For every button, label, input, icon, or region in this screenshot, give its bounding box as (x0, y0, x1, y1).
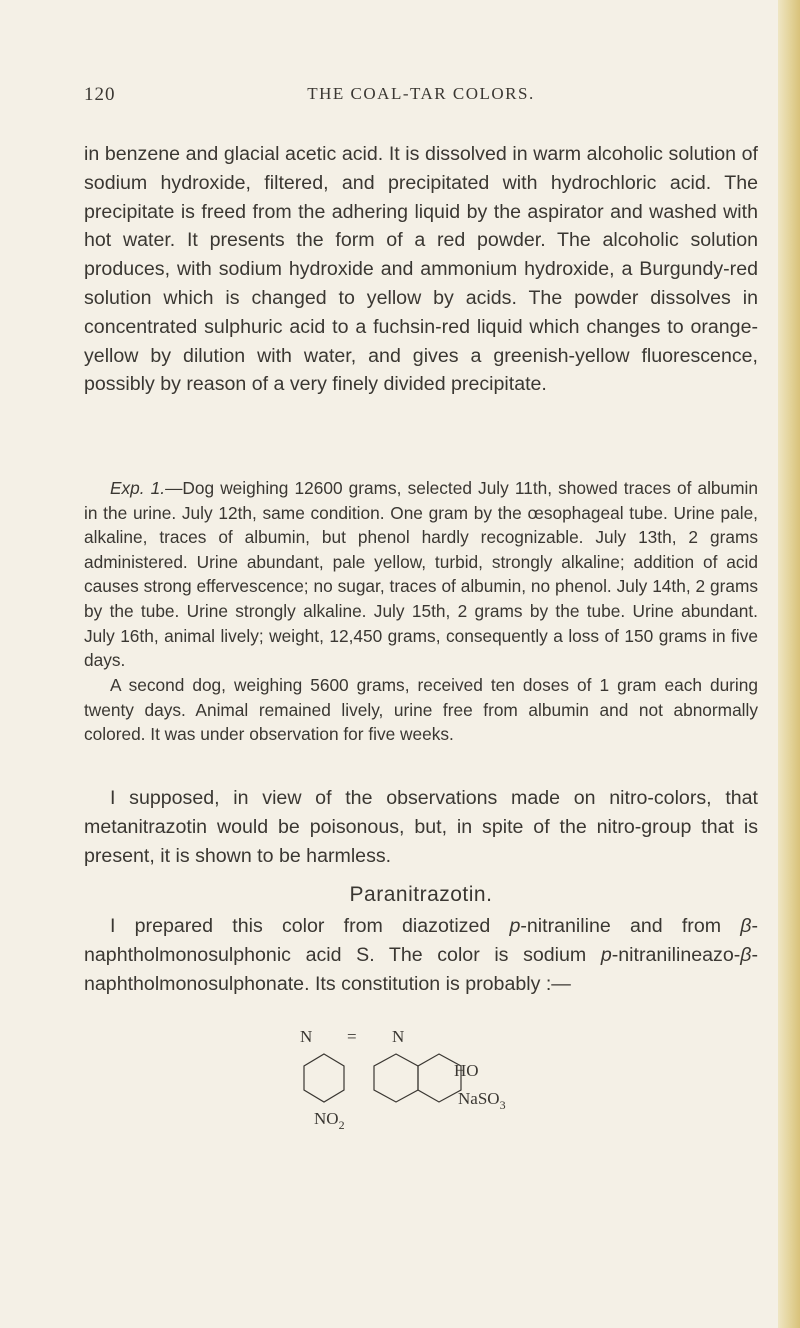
formula-n-left: N (300, 1027, 313, 1046)
italic-beta: β (740, 943, 752, 966)
paragraph-second-dog: A second dog, weighing 5600 grams, received ten doses of 1 gram each during twenty days. Animal remained lively, urine free from albumin and not abnormally colored. It was under observation for five weeks. (84, 675, 758, 745)
naso3-main: NaSO (458, 1089, 500, 1108)
formula-naso3 (458, 1089, 506, 1112)
no2-subscript: 2 (338, 1118, 345, 1132)
experiment-label: Exp. 1. (110, 478, 166, 498)
naphthalene-ring-left (374, 1054, 418, 1102)
structural-formula (296, 1024, 636, 1174)
text-run: -naphtholmonosulphonic acid S. The color is sodium (84, 915, 758, 966)
page-header (84, 84, 758, 110)
text-run: I prepared this color from diazotized (110, 915, 510, 937)
section-heading: Paranitrazotin. (349, 883, 493, 906)
italic-p: p (600, 943, 612, 966)
formula-equals: = (347, 1027, 357, 1046)
paragraph-paranitrazotin (84, 912, 758, 998)
formula-n-right: N (392, 1027, 405, 1046)
formula-ho: HO (454, 1061, 479, 1080)
italic-beta: β (740, 915, 752, 937)
text-run: -nitraniline and from (520, 915, 741, 937)
naso3-subscript: 3 (499, 1098, 506, 1112)
page-edge (778, 0, 800, 1328)
formula-no2 (314, 1109, 345, 1132)
no2-main: NO (314, 1109, 339, 1128)
paragraph-experiment-1 (84, 476, 758, 673)
italic-p: p (509, 915, 521, 937)
running-title: THE COAL-TAR COLORS. (307, 84, 535, 103)
text-run: -naphtholmonosulphonate. Its constitution is probably :— (84, 943, 758, 995)
paragraph-continuation: in benzene and glacial acetic acid. It is dissolved in warm alcoholic solution of sodium hydroxide, filtered, and precipitated with hydrochloric acid. The precipitate is freed from the adhering liquid by the aspirator and washed with hot water. It presents the form of a red powder. The alcoholic solution produces, with sodium hydroxide and ammonium hydroxide, a Burgundy-red solution which is changed to yellow by acids. The powder dissolves in concentrated sulphuric acid to a fuchsin-red liquid which changes to orange-yellow by dilution with water, and gives a greenish-yellow fluorescence, possibly by reason of a very finely divided precipitate. (84, 143, 758, 396)
text-run: -nitranilineazo- (611, 943, 741, 966)
page-number: 120 (84, 84, 116, 105)
experiment-text: —Dog weighing 12600 grams, selected July 11th, showed traces of albumin in the urine. July 12th, same condition. One gram by the œsophageal tube. Urine pale, alkaline, traces of albumin, but phenol hardly recognizable. July 13th, 2 grams administered. Urine abundant, pale yellow, turbid, strongly alkaline; addition of acid causes strong effervescence; no sugar, traces of albumin, no phenol. July 14th, 2 grams by the tube. Urine strongly alkaline. July 15th, 2 grams by the tube. Urine abundant. July 16th, animal lively; weight, 12,450 grams, consequently a loss of 150 grams in five days. (84, 478, 759, 671)
paragraph-metanitrazotin: I supposed, in view of the observations made on nitro-colors, that metanitrazotin would be poisonous, but, in spite of the nitro-group that is present, it is shown to be harmless. (84, 787, 758, 867)
benzene-ring (304, 1054, 344, 1102)
